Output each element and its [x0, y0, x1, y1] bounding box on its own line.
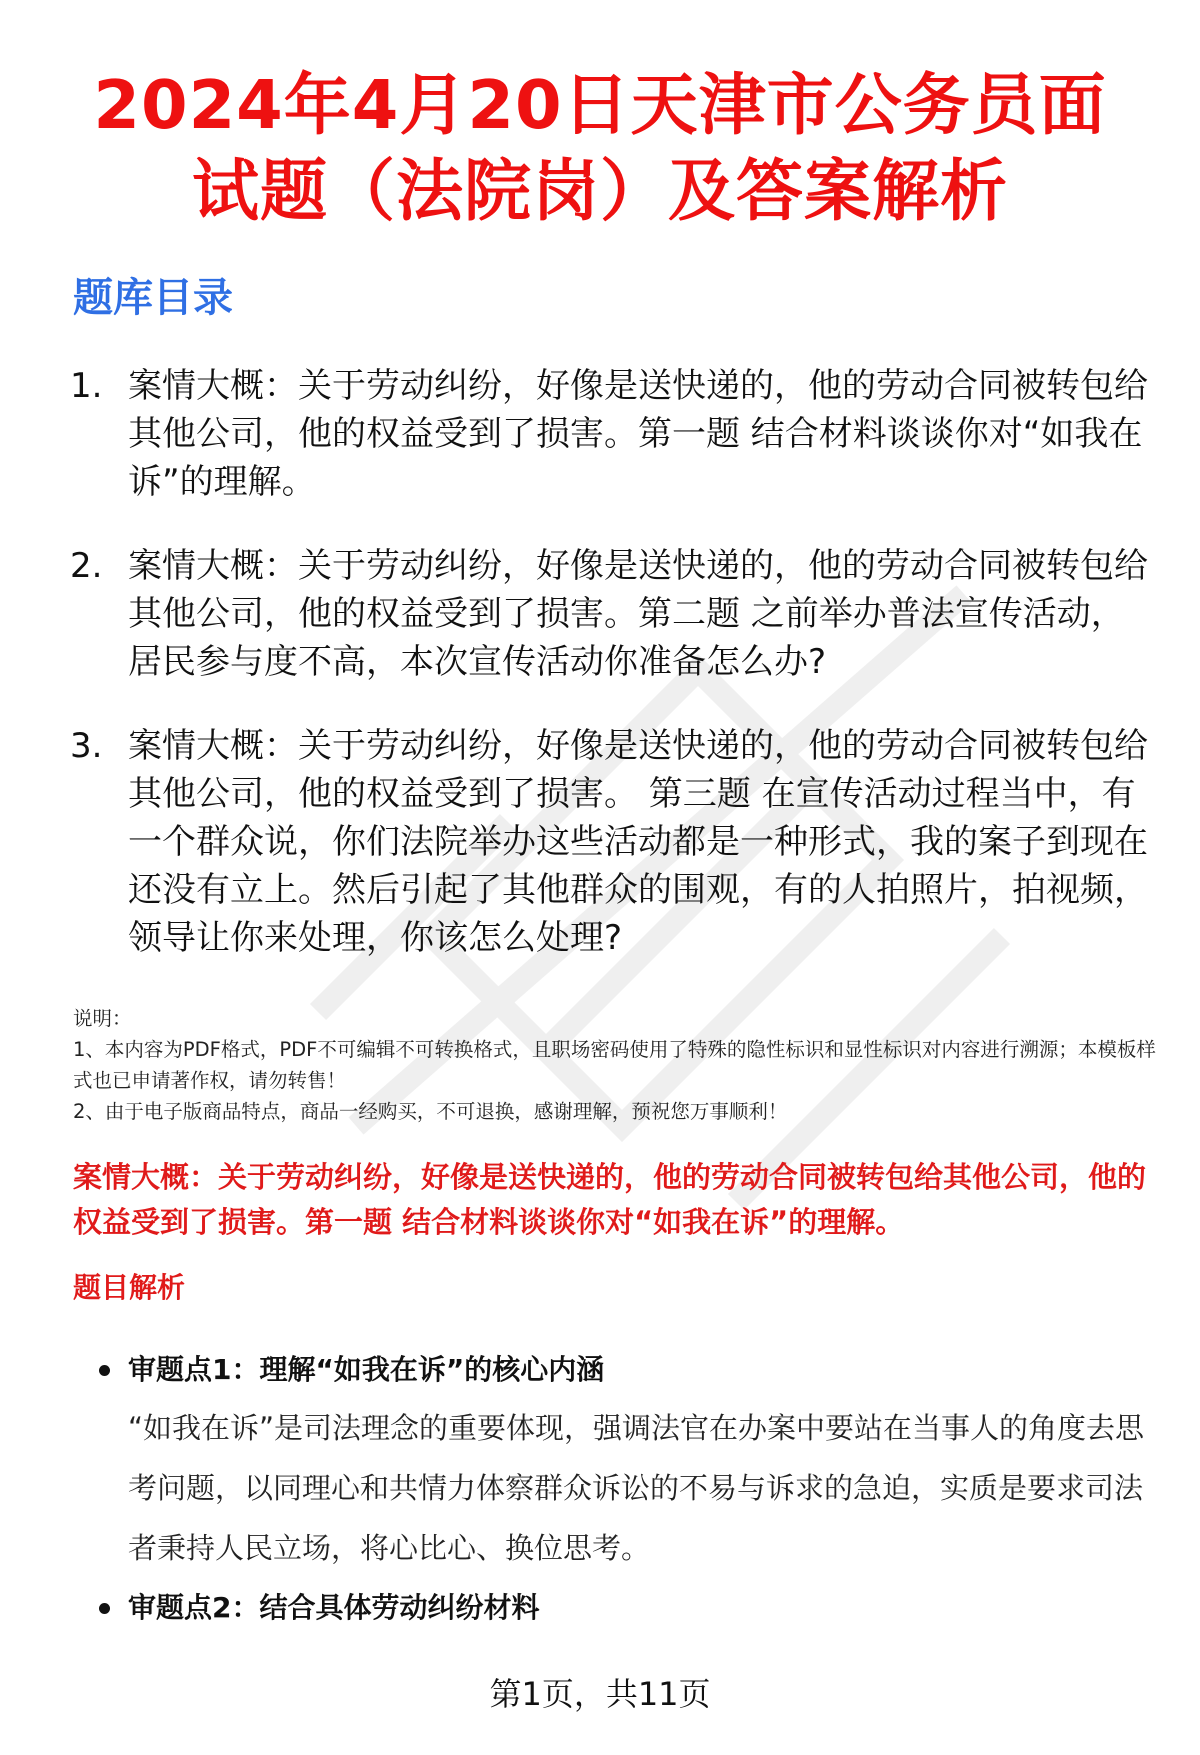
question-item — [70, 542, 1150, 686]
page-footer: 第1页，共11页 — [489, 1675, 711, 1713]
question-list — [70, 362, 1150, 998]
point-title-text: 审题点2：结合具体劳动纠纷材料 — [128, 1591, 540, 1624]
question-text: 案情大概：关于劳动纠纷，好像是送快递的，他的劳动合同被转包给其他公司，他的权益受到了损害。第二题 之前举办普法宣传活动，居民参与度不高，本次宣传活动你准备怎么办? — [128, 546, 1148, 682]
question-item — [70, 362, 1150, 506]
bullet-icon — [99, 1365, 110, 1376]
toc-heading: 题库目录 — [73, 275, 233, 321]
question-number: 2. — [70, 546, 103, 586]
question-text: 案情大概：关于劳动纠纷，好像是送快递的，他的劳动合同被转包给其他公司，他的权益受到了损害。 第三题 在宣传活动过程当中，有一个群众说，你们法院举办这些活动都是一种形式，我的案子到现在还没有立上。然后引起了其他群众的围观，有的人拍照片，拍视频，领导让你来处理，你该怎么处理? — [128, 726, 1148, 958]
point-title — [95, 1350, 1155, 1390]
notes-label: 说明： — [73, 1007, 132, 1030]
bullet-icon — [99, 1603, 110, 1614]
analysis-heading: 题目解析 — [73, 1271, 186, 1304]
question-text: 案情大概：关于劳动纠纷，好像是送快递的，他的劳动合同被转包给其他公司，他的权益受到了损害。第一题 结合材料谈谈你对“如我在诉”的理解。 — [128, 366, 1148, 502]
question-item — [70, 722, 1150, 962]
question-number: 3. — [70, 726, 103, 766]
point-title-text: 审题点1：理解“如我在诉”的核心内涵 — [128, 1353, 605, 1386]
notes-section — [73, 1003, 1163, 1127]
notes-line-2: 2、由于电子版商品特点，商品一经购买，不可退换，感谢理解，预祝您万事顺利！ — [73, 1100, 788, 1123]
document-title: 2024年4月20日天津市公务员面试题（法院岗）及答案解析 — [93, 66, 1107, 230]
analysis-points — [95, 1350, 1155, 1628]
question-number: 1. — [70, 366, 103, 406]
current-question: 案情大概：关于劳动纠纷，好像是送快递的，他的劳动合同被转包给其他公司，他的权益受到了损害。第一题 结合材料谈谈你对“如我在诉”的理解。 — [73, 1160, 1147, 1239]
point-title — [95, 1588, 1155, 1628]
point-body: “如我在诉”是司法理念的重要体现，强调法官在办案中要站在当事人的角度去思考问题，以同理心和共情力体察群众诉讼的不易与诉求的急迫，实质是要求司法者秉持人民立场，将心比心、换位思考。 — [128, 1411, 1145, 1565]
notes-line-1: 1、本内容为PDF格式，PDF不可编辑不可转换格式，且职场密码使用了特殊的隐性标识和显性标识对内容进行溯源；本模板样式也已申请著作权，请勿转售！ — [73, 1038, 1156, 1092]
